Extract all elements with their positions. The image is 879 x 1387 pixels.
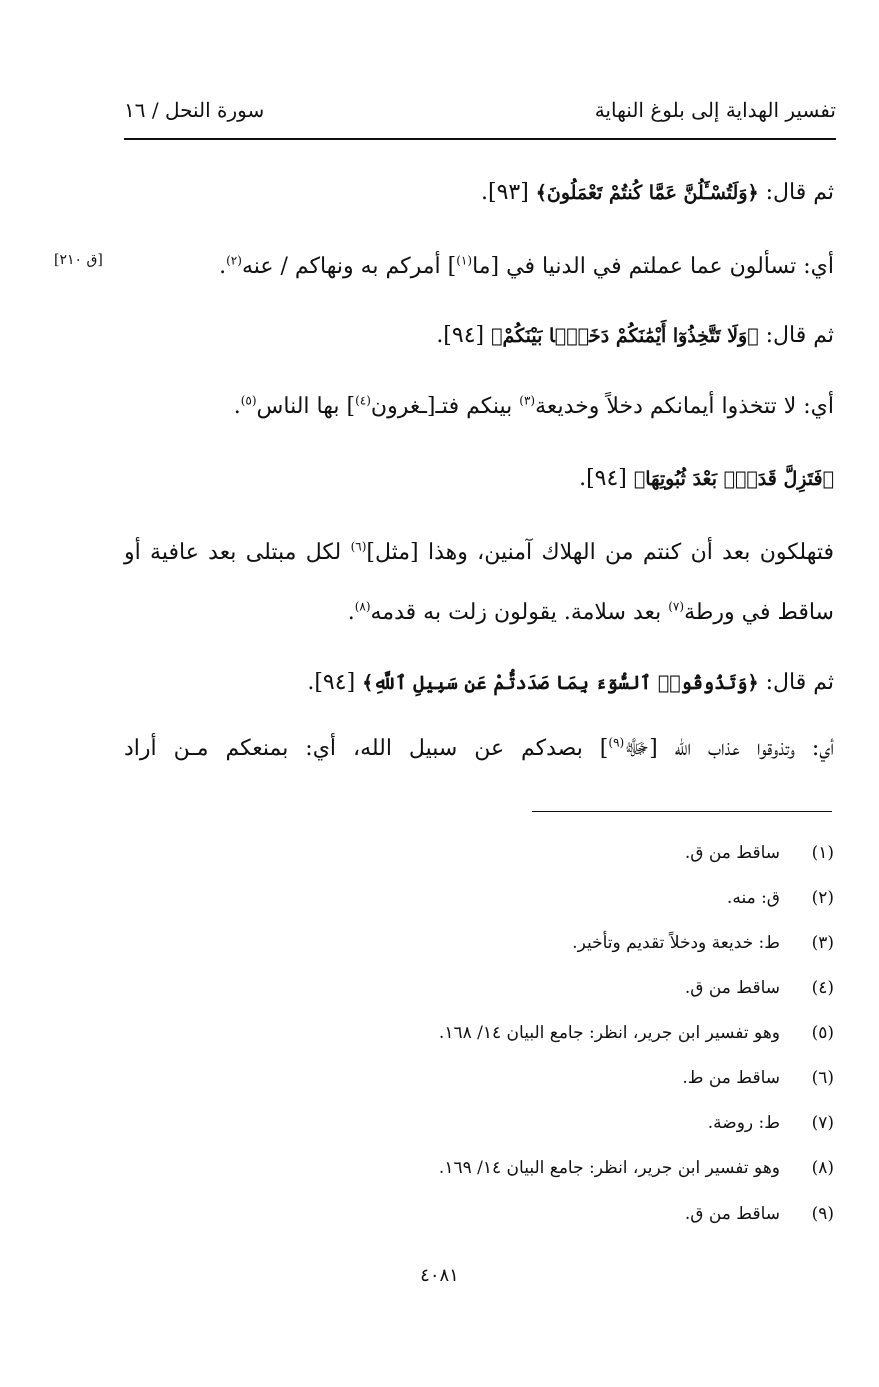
text-span: . [347,600,355,625]
text-span: بعد سلامة. يقولون زلت به قدمه [370,600,669,625]
footnote-text: ط: روضة. [707,1113,780,1133]
text-span: . [233,394,241,419]
footnote-marker: (٥) [240,393,257,408]
footnote-marker: (١) [456,253,473,268]
footnote-number: (٦) [811,1068,834,1088]
footnote-text: ساقط من ق. [684,843,780,863]
verse-ref: [٩٤]. [436,323,492,348]
text-span: ثم قال: [758,323,834,348]
quran-verse: ﴿وَلَتُسْـَٔلُنَّ عَمَّا كُنتُمْ تَعْمَلُونَ﴾ [535,182,759,204]
footnote-3 [572,933,834,953]
footnote-2 [727,888,834,908]
text-span: بينكم فتـ[ـغرون [370,394,520,419]
text-span: أي: وتذوقوا عذاب الله [ [649,736,835,761]
text-line-3 [436,323,834,348]
footnote-4 [685,978,834,998]
running-header [124,98,836,134]
text-span: لكل مبتلى بعد عافية أو [124,540,351,565]
text-span: ثم قال: [758,180,834,205]
quran-verse: ﴿وَتَذُوقُوا۟ ٱلسُّوٓءَ بِمَا صَدَدتُّمْ عَن سَبِيلِ ٱللَّهِ﴾ [362,672,759,694]
text-line-5 [579,466,834,491]
footnote-9 [685,1204,834,1224]
text-line-1 [481,180,834,205]
text-line-9 [124,734,834,766]
footnote-marker: (٧) [668,599,685,614]
footnote-7 [708,1113,834,1133]
text-span: ] أمركم به ونهاكم / عنه [241,254,457,279]
verse-ref: [٩٤]. [307,670,363,695]
text-span: ] بصدكم عن سبيل الله، أي: بمنعكم مـن أراد [124,736,609,761]
footnote-8 [439,1158,834,1178]
text-line-7 [348,600,834,625]
verse-ref: [٩٤]. [579,466,634,491]
page-number: ٤٠٨١ [420,1265,459,1286]
text-span: ثم قال: [758,670,834,695]
footnote-text: ط: خديعة ودخلاً تقديم وتأخير. [572,933,780,953]
footnote-5 [439,1023,834,1043]
honorific-glyph: ﷻ [624,736,650,761]
footnote-6 [682,1068,834,1088]
text-span: ] بها الناس [256,394,356,419]
text-span: فتهلكون بعد أن كنتم من الهلاك آمنين، وهذا [مثل] [366,540,834,565]
footnote-separator [532,811,832,812]
footnote-number: (٢) [811,888,834,908]
footnote-marker: (٢) [226,253,242,268]
footnote-number: (٧) [811,1113,834,1133]
footnote-1 [685,843,834,863]
text-line-4 [234,394,834,419]
manuscript-folio-note: [ق ٢١٠] [54,252,103,268]
footnote-marker: (٨) [354,599,371,614]
footnote-text: ساقط من ط. [682,1068,780,1088]
footnote-number: (١) [811,843,834,863]
text-line-8 [307,670,834,695]
footnote-text: ساقط من ق. [684,1204,780,1224]
footnote-marker: (٤) [355,393,371,408]
text-span: أي: تسألون عما عملتم في الدنيا في [ما [472,254,834,279]
quran-verse: ﴿وَلَا تَتَّخِذُوٓا أَيْمَٰنَكُمْ دَخَلًۢا بَيْنَكُمْ﴾ [491,325,759,347]
book-title: تفسير الهداية إلى بلوغ النهاية [594,98,836,122]
footnote-marker: (٩) [608,735,625,750]
text-span: أي: لا تتخذوا أيمانكم دخلاً وخديعة [535,394,834,419]
surah-label: سورة النحل / ١٦ [124,98,265,122]
footnote-number: (٣) [811,933,834,953]
footnote-text: وهو تفسير ابن جرير، انظر: جامع البيان ١٤/ ١٦٩. [438,1158,780,1178]
header-rule [124,138,836,140]
footnote-text: ساقط من ق. [684,978,780,998]
footnote-marker: (٣) [519,393,536,408]
text-span: . [219,254,227,279]
footnote-number: (٨) [811,1158,834,1178]
footnote-number: (٥) [811,1023,834,1043]
quran-verse: ﴿فَتَزِلَّ قَدَمٌۢ بَعْدَ ثُبُوتِهَا﴾ [633,468,834,490]
text-line-2 [219,254,834,279]
text-line-6 [124,540,834,565]
footnote-marker: (٦) [350,539,367,554]
footnote-text: ق: منه. [726,888,780,908]
footnote-text: وهو تفسير ابن جرير، انظر: جامع البيان ١٤/ ١٦٨. [438,1023,780,1043]
footnote-number: (٤) [811,978,834,998]
footnote-number: (٩) [811,1204,834,1224]
text-span: ساقط في ورطة [684,600,834,625]
verse-ref: [٩٣]. [480,180,536,205]
